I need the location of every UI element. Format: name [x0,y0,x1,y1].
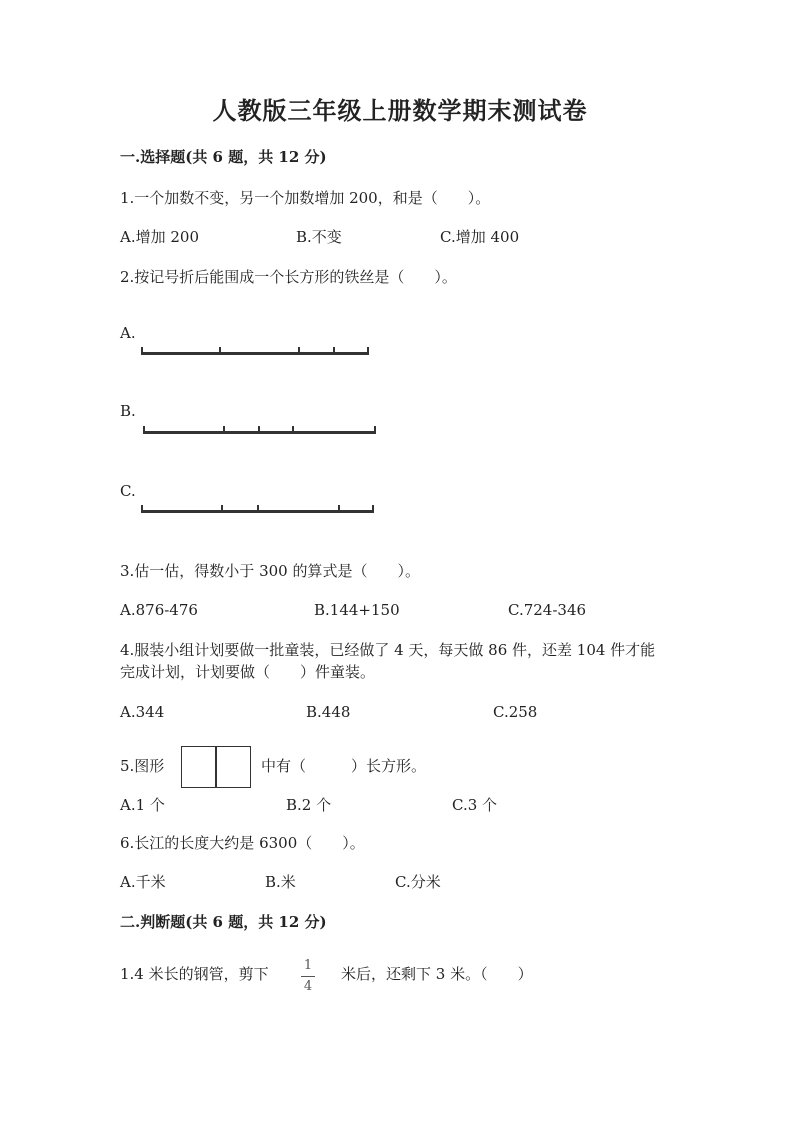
question-1-4-option-a: A.344 [120,703,165,721]
section-1-heading: 一.选择题(共 6 题，共 12 分) [120,148,327,166]
question-1-6-option-b: B.米 [265,873,296,891]
question-1-5-option-a: A.1 个 [120,796,165,814]
question-1-4-option-b: B.448 [306,703,351,721]
question-2-1-stem-start: 1.4 米长的钢管，剪下 [120,965,269,983]
question-1-4-stem-line-2: 完成计划，计划要做（ ）件童装。 [120,663,376,681]
section-2-heading: 二.判断题(共 6 题，共 12 分) [120,913,327,931]
page-title: 人教版三年级上册数学期末测试卷 [212,96,588,125]
question-1-1-option-c: C.增加 400 [440,228,520,246]
question-1-3-stem: 3.估一估，得数小于 300 的算式是（ ）。 [120,562,420,580]
question-1-3-option-b: B.144+150 [314,601,400,619]
question-1-6-stem: 6.长江的长度大约是 6300（ ）。 [120,834,365,852]
question-1-5-option-c: C.3 个 [452,796,498,814]
question-1-5-stem-start: 5.图形 [120,757,165,775]
question-1-3-option-c: C.724-346 [508,601,587,619]
question-1-6-option-c: C.分米 [395,873,441,891]
question-1-1-option-a: A.增加 200 [120,228,199,246]
two-rectangle-figure [181,746,251,788]
one-quarter-fraction [298,958,318,995]
question-1-1-stem: 1.一个加数不变，另一个加数增加 200，和是（ ）。 [120,189,491,207]
question-1-1-option-b: B.不变 [296,228,342,246]
question-1-3-option-a: A.876-476 [120,601,198,619]
question-1-5-option-b: B.2 个 [286,796,332,814]
question-2-1-stem-end: 米后，还剩下 3 米。（ ） [341,965,533,983]
fraction-denominator: 4 [303,979,313,994]
question-1-2-option-c: C. [120,482,136,500]
question-1-2-option-a: A. [120,324,136,342]
question-1-2-option-b: B. [120,402,136,420]
question-1-6-option-a: A.千米 [120,873,166,891]
question-1-2-stem: 2.按记号折后能围成一个长方形的铁丝是（ ）。 [120,268,457,286]
question-1-4-stem-line-1: 4.服装小组计划要做一批童装，已经做了 4 天，每天做 86 件，还差 104 件才能 [120,641,656,659]
question-1-5-stem-end: 中有（ ）长方形。 [261,757,427,775]
question-1-4-option-c: C.258 [493,703,538,721]
fraction-numerator: 1 [303,958,313,973]
